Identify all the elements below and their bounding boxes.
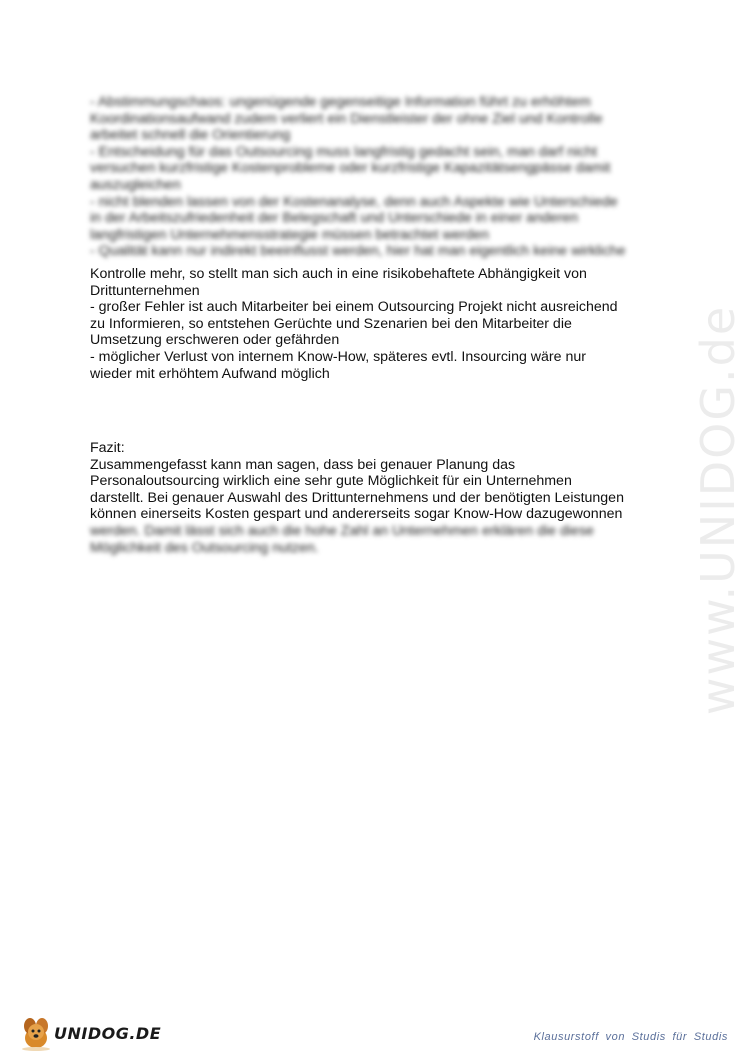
text-line: darstellt. Bei genauer Auswahl des Drittunternehmens und der benötigten Leistungen <box>90 489 624 506</box>
text-line: - möglicher Verlust von internem Know-How, späteres evtl. Insourcing wäre nur <box>90 348 586 365</box>
fazit-heading: Fazit: <box>90 440 125 456</box>
text-line: wieder mit erhöhtem Aufwand möglich <box>90 365 330 382</box>
text-line: können einerseits Kosten gespart und andererseits sogar Know-How dazugewonnen <box>90 506 623 523</box>
text-line: zu Informieren, so entstehen Gerüchte und Szenarien bei den Mitarbeiter die <box>90 315 572 332</box>
text-line: Kontrolle mehr, so stellt man sich auch in eine risikobehaftete Abhängigkeit von <box>90 266 587 282</box>
text-line: Möglichkeit des Outsourcing nutzen. <box>90 539 319 556</box>
dog-icon <box>18 1012 54 1052</box>
text-line: Personaloutsourcing wirklich eine sehr gute Möglichkeit für ein Unternehmen <box>90 473 572 490</box>
visible-paragraph <box>90 266 670 382</box>
text-line: - Abstimmungschaos: ungenügende gegenseitige Information führt zu erhöhtem <box>90 94 591 110</box>
logo-text: UNIDOG.DE <box>54 1024 162 1043</box>
fazit-section <box>90 440 670 556</box>
text-line: auszugleichen <box>90 176 181 193</box>
unidog-logo <box>18 1012 162 1052</box>
text-line: langfristigen Unternehmensstrategie müssen betrachtet werden <box>90 226 490 243</box>
text-line: in der Arbeitszufriedenheit der Belegschaft und Unterschiede in einer anderen <box>90 210 579 227</box>
text-line: werden. Damit lässt sich auch die hohe Zahl an Unternehmen erklären die diese <box>90 522 594 539</box>
footer-tagline: Klausurstoff von Studis für Studis <box>533 1031 728 1043</box>
text-line: arbeitet schnell die Orientierung <box>90 127 291 144</box>
blurred-paragraph-bottom <box>90 523 670 556</box>
text-line: versuchen kurzfristige Kostenprobleme oder kurzfristige Kapazitätsengpässe damit <box>90 160 611 177</box>
text-line: Drittunternehmen <box>90 282 200 299</box>
watermark-text: www.UNIDOG.de <box>691 304 745 716</box>
blurred-paragraph-top <box>90 94 670 260</box>
text-line: Koordinationsaufwand zudem verliert ein Dienstleister der ohne Ziel und Kontrolle <box>90 110 603 127</box>
text-line: - Entscheidung für das Outsourcing muss langfristig gedacht sein, man darf nicht <box>90 143 598 160</box>
text-line: - nicht blenden lassen von der Kostenanalyse, denn auch Aspekte wie Unterschiede <box>90 193 618 210</box>
text-line: - Qualität kann nur indirekt beeinflusst werden, hier hat man eigentlich keine wirkliche <box>90 243 626 260</box>
text-line: Umsetzung erschweren oder gefährden <box>90 332 340 349</box>
text-line: - großer Fehler ist auch Mitarbeiter bei einem Outsourcing Projekt nicht ausreichend <box>90 299 618 316</box>
text-line: Zusammengefasst kann man sagen, dass bei genauer Planung das <box>90 456 516 473</box>
